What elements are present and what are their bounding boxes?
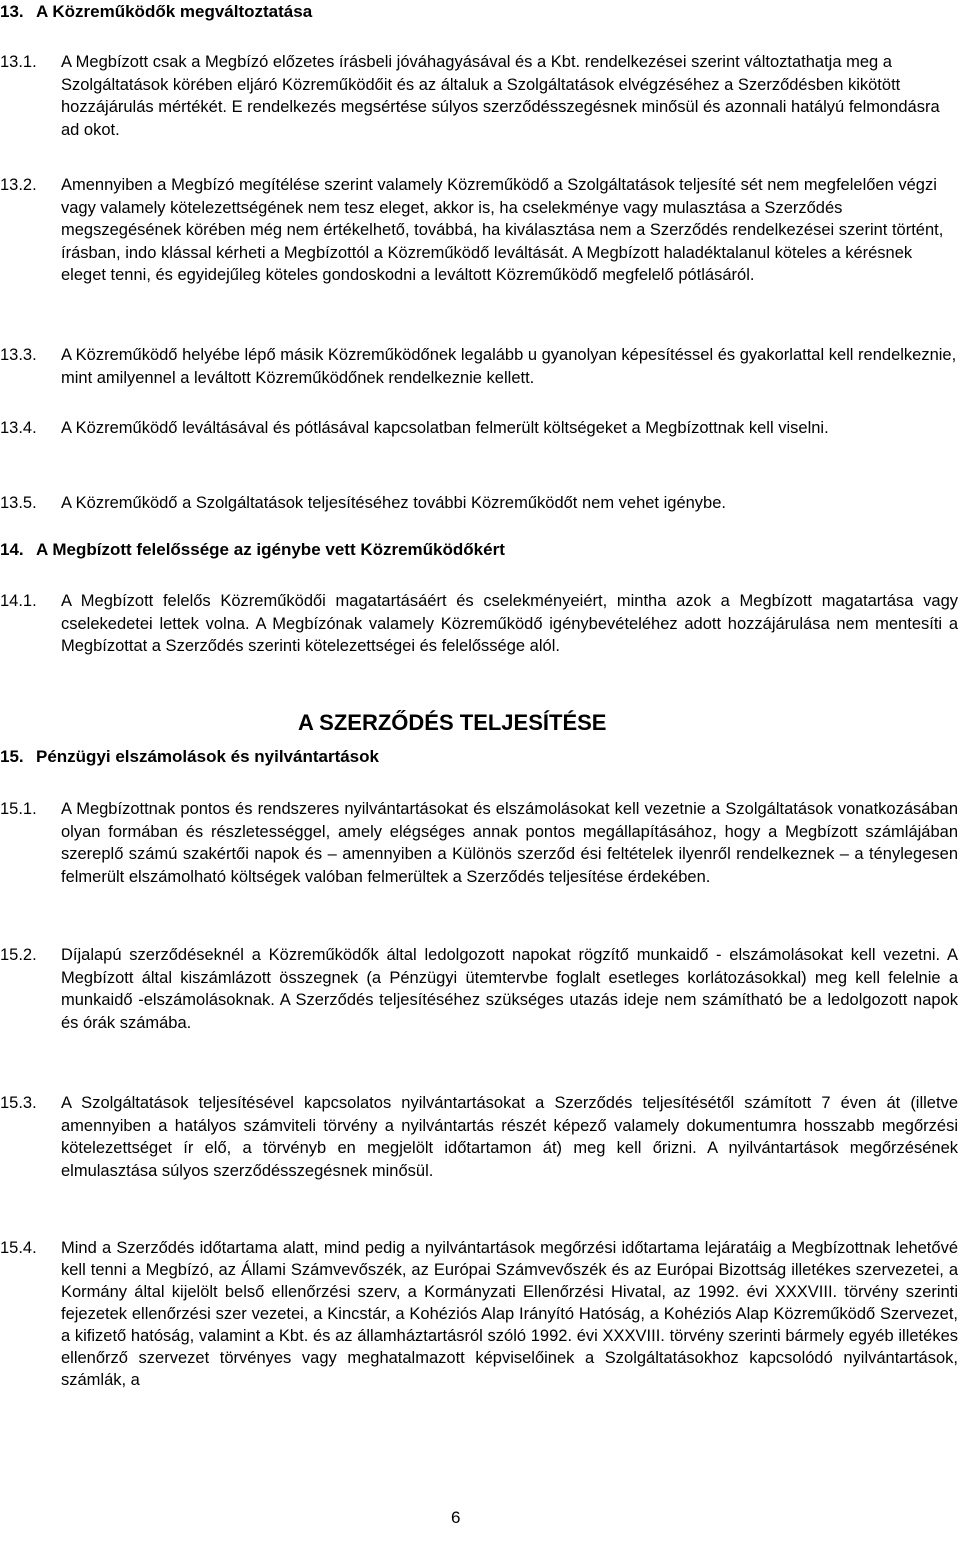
section-heading-13 [0, 2, 312, 22]
clause-15-2 [0, 944, 958, 1034]
clause-text: A Megbízottnak pontos és rendszeres nyilvántartásokat és elszámolásokat kell vezetnie a Szolgáltatások vonatkozásában olyan formában és részletességgel, amely elégséges annak pontos megállapításához, hogy a Megbízott számlájában szereplő számú szakértői napok és – amennyiben a Különös szerződ ési feltételek ilyenről rendelkeznek – a ténylegesen felmerült elszámolható költségek valóban felmerültek a Szerződés teljesítése érdekében. [61, 800, 958, 886]
section-number: 15. [0, 747, 24, 766]
clause-number: 13.5. [0, 494, 37, 512]
clause-text: Mind a Szerződés időtartama alatt, mind pedig a nyilvántartások megőrzési időtartama lejáratáig a Megbízottnak lehetővé kell tenni a Megbízó, az Állami Számvevőszék, az Európai Számvevőszék és az Európai Bizottság illetékes szervezetei, a Kormány által kijelölt belső ellenőrzési szerv, a Kormányzati Ellenőrzési Hivatal, az 1992. évi XXXVIII. törvény szerinti fejezetek ellenőrzési szer vezetei, a Kincstár, a Kohéziós Alap Irányító Hatóság, a Kohéziós Alap Közreműködő Szervezet, a kifizető hatóság, valamint a Kbt. és az államháztartásról szóló 1992. évi XXXVIII. törvény szerinti bármely egyéb illetékes ellenőrző szervezet törvényes vagy meghatalmazott képviselőinek a Szolgáltatásokhoz kapcsolódó nyilvántartások, számlák, a [61, 1239, 958, 1389]
clause-15-3 [0, 1092, 958, 1182]
section-title: A Közreműködők megváltoztatása [36, 2, 313, 21]
clause-text: A Szolgáltatások teljesítésével kapcsolatos nyilvántartásokat a Szerződés teljesítésétől számított 7 éven át (illetve amennyiben a hatályos számviteli törvény a nyilvántartás részét képező valamely dokumentumra hosszabb megőrzési kötelezettséget ír elő, a törvényb en megjelölt időtartamon át) meg kell őrizni. A nyilvántartások megőrzésének elmulasztása súlyos szerződésszegésnek minősül. [61, 1094, 958, 1180]
clause-number: 13.3. [0, 346, 37, 364]
clause-text: A Megbízott csak a Megbízó előzetes írásbeli jóváhagyásával és a Kbt. rendelkezései szerint változtathatja meg a Szolgáltatások körében eljáró Közreműködőit és az általuk a Szolgáltatások elvégzéséhez a Szerződésben kikötött hozzájárulás mértékét. E rendelkezés megsértése súlyos szerződésszegésnek minősül és azonnali hatályú felmondásra ad okot. [61, 53, 940, 139]
clause-13-2 [0, 174, 958, 287]
clause-text: A Közreműködő helyébe lépő másik Közreműködőnek legalább u gyanolyan képesítéssel és gyakorlattal kell rendelkeznie, mint amilyennel a leváltott Közreműködőnek rendelkeznie kellett. [61, 346, 957, 387]
clause-number: 15.1. [0, 800, 37, 818]
clause-14-1 [0, 590, 958, 658]
clause-number: 14.1. [0, 592, 37, 610]
section-heading-15 [0, 747, 379, 767]
section-heading-14 [0, 540, 505, 560]
clause-text: A Megbízott felelős Közreműködői magatartásáért és cselekményeiért, mintha azok a Megbízott magatartása vagy cselekedetei lettek volna. A Megbízónak valamely Közreműködő igénybevételéhez adott hozzájárulása nem mentesíti a Megbízottat a Szerződés szerinti kötelezettségei és felelőssége alól. [61, 592, 958, 655]
section-number: 14. [0, 540, 24, 559]
clause-15-1 [0, 798, 958, 888]
clause-text: A Közreműködő a Szolgáltatások teljesítéséhez további Közreműködőt nem vehet igénybe. [61, 494, 726, 512]
clause-number: 13.1. [0, 53, 37, 71]
clause-number: 15.3. [0, 1094, 37, 1112]
clause-number: 13.4. [0, 419, 37, 437]
clause-text: Amennyiben a Megbízó megítélése szerint valamely Közreműködő a Szolgáltatások teljesíté sét nem megfelelően végzi vagy valamely kötelezettségének nem tesz eleget, akkor is, ha cselekménye vagy mulasztása a Szerződés megszegésének körében még nem értékelhető, továbbá, ha kiválasztása nem a Szerződés rendelkezései szerint történt, írásban, indo klással kérheti a Megbízottól a Közreműködő leváltását. A Megbízott haladéktalanul köteles a kérésnek eleget tenni, és egyidejűleg köteles gondoskodni a leváltott Közreműködő megfelelő pótlásáról. [61, 176, 944, 284]
clause-15-4 [0, 1237, 958, 1391]
clause-number: 15.4. [0, 1239, 37, 1257]
part-heading: A SZERZŐDÉS TELJESÍTÉSE [298, 710, 607, 735]
clause-number: 15.2. [0, 946, 37, 964]
clause-13-1 [0, 51, 958, 141]
page-number: 6 [451, 1508, 461, 1527]
clause-13-4 [0, 417, 958, 440]
clause-text: A Közreműködő leváltásával és pótlásával kapcsolatban felmerült költségeket a Megbízottnak kell viselni. [61, 419, 829, 437]
section-title: Pénzügyi elszámolások és nyilvántartások [36, 747, 379, 766]
section-title: A Megbízott felelőssége az igénybe vett Közreműködőkért [36, 540, 505, 559]
clause-13-3 [0, 344, 958, 389]
clause-text: Díjalapú szerződéseknél a Közreműködők által ledolgozott napokat rögzítő munkaidő - elszámolásokat kell vezetni. A Megbízott által kiszámlázott összegnek (a Pénzügyi ütemtervbe foglalt esetleges korlátozásokkal) meg kell felelnie a munkaidő -elszámolásoknak. A Szerződés teljesítéséhez szükséges utazás ideje nem számítható be a ledolgozott napok és órák számába. [61, 946, 958, 1032]
section-number: 13. [0, 2, 24, 21]
clause-13-5 [0, 492, 958, 515]
clause-number: 13.2. [0, 176, 37, 194]
